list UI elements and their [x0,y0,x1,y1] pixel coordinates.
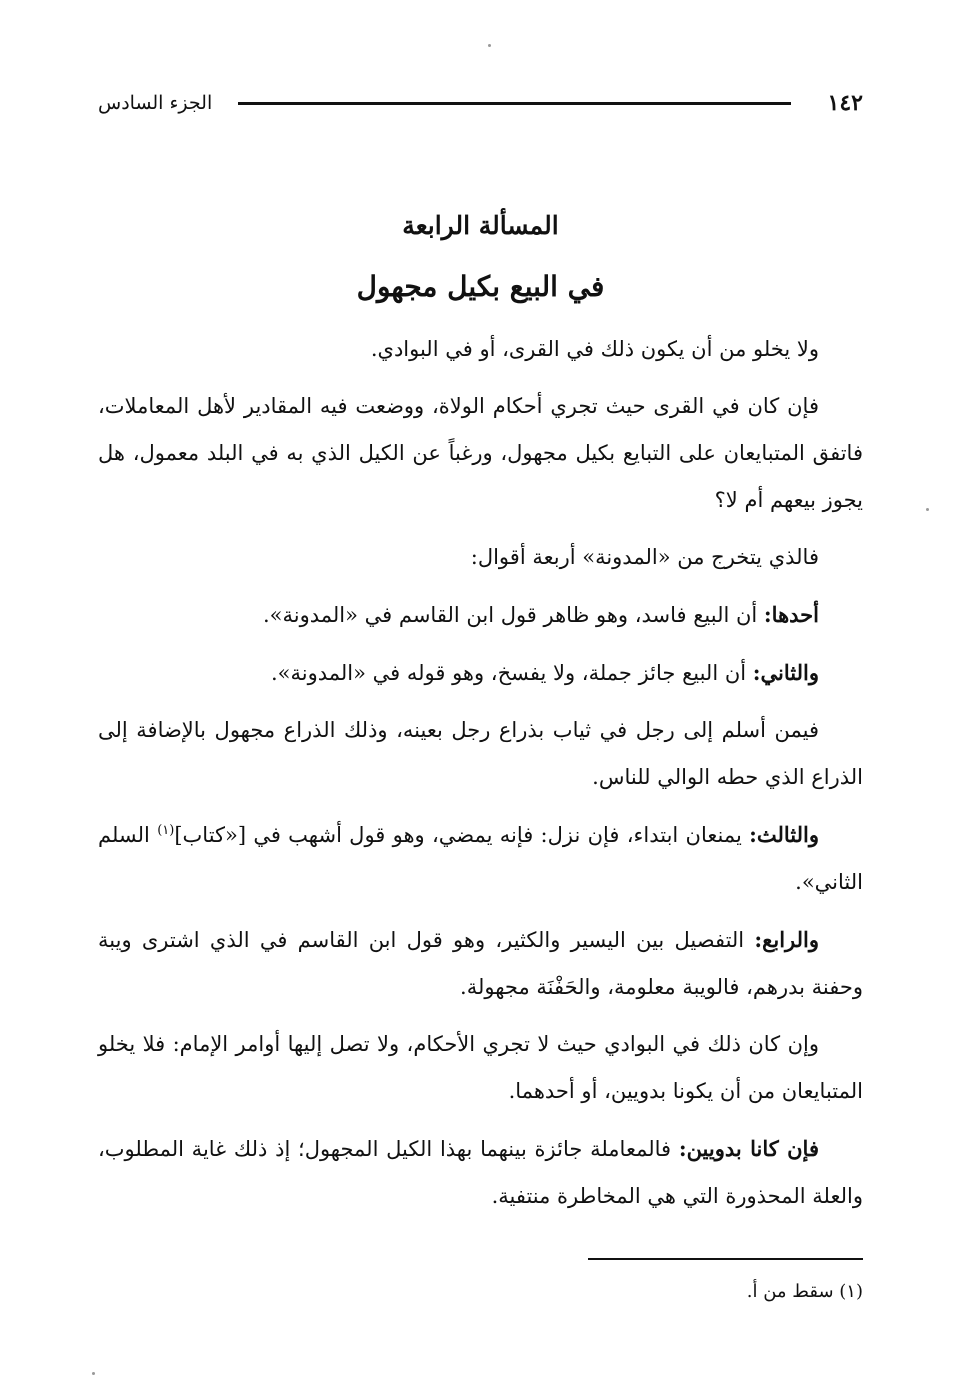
paragraph-text: فالذي يتخرج من «المدونة» أربعة أقوال: [470,545,819,569]
paragraph [98,707,863,801]
paragraph-text: أن البيع فاسد، وهو ظاهر قول ابن القاسم في «المدونة». [262,603,758,627]
paragraph-lead: والثالث: [749,822,819,847]
paragraph-text-continued: السلم الثاني». [98,823,863,894]
paragraph-text: وإن كان ذلك في البوادي حيث لا تجري الأحكام، ولا تصل إليها أوامر الإمام: فلا يخلو المتبايعان من أن يكونا بدويين، أو أحدهما. [98,1032,863,1103]
paragraph-text: يمنعان ابتداء، فإن نزل: فإنه يمضي، وهو قول أشهب في [«كتاب] [174,823,742,847]
scan-speck [488,44,491,47]
paragraph-text: ولا يخلو من أن يكون ذلك في القرى، أو في البوادي. [370,337,819,361]
paragraph-text: فيمن أسلم إلى رجل في ثياب بذراع رجل بعينه، وذلك الذراع مجهول بالإضافة إلى الذراع الذي حطه الوالي للناس. [98,718,863,789]
paragraph-lead: أحدها: [763,602,819,627]
paragraph [98,1125,863,1220]
paragraph-lead: والرابع: [754,927,819,952]
header-rule [238,102,791,105]
paragraph [98,591,863,639]
paragraph [98,534,863,581]
paragraph [98,916,863,1011]
paragraph-text: فالمعاملة جائزة بينهما بهذا الكيل المجهول؛ إذ ذلك غاية المطلوب، والعلة المحذورة التي هي المخاطرة منتفية. [98,1137,863,1208]
section-title: المسألة الرابعة [402,211,559,240]
section-subtitle: في البيع بكيل مجهول [356,270,605,303]
scan-speck [92,1372,95,1375]
footnote-rule [588,1258,863,1260]
chapter-titles [98,200,863,316]
paragraph-text: التفصيل بين اليسير والكثير، وهو قول ابن القاسم في الذي اشترى ويبة وحفنة بدرهم، فالويبة معلومة، والحَفْنَة مجهولة. [98,928,863,999]
paragraph-lead: والثاني: [752,660,819,685]
footnote: (١) سقط من أ. [746,1281,863,1302]
footnote-reference[interactable]: (١) [157,823,175,838]
paragraph [98,383,863,524]
paragraph-text: أن البيع جائز جملة، ولا يفسخ، وهو قوله في «المدونة». [270,661,747,685]
page-number: ١٤٢ [827,90,863,116]
page-header [98,88,863,118]
part-title: الجزء السادس [98,92,213,114]
body-text [98,326,863,1230]
paragraph-text: فإن كان في القرى حيث تجري أحكام الولاة، ووضعت فيه المقادير لأهل المعاملات، فاتفق المتبايعان على التبايع بكيل مجهول، ورغباً عن الكيل الذي به في البلد معمول، هل يجوز بيعهم أم لا؟ [98,394,863,512]
paragraph [98,811,863,906]
paragraph-lead: فإن كانا بدويين: [678,1136,819,1161]
paragraph [98,326,863,373]
paragraph [98,1021,863,1115]
scan-speck [926,508,929,511]
paragraph [98,649,863,697]
